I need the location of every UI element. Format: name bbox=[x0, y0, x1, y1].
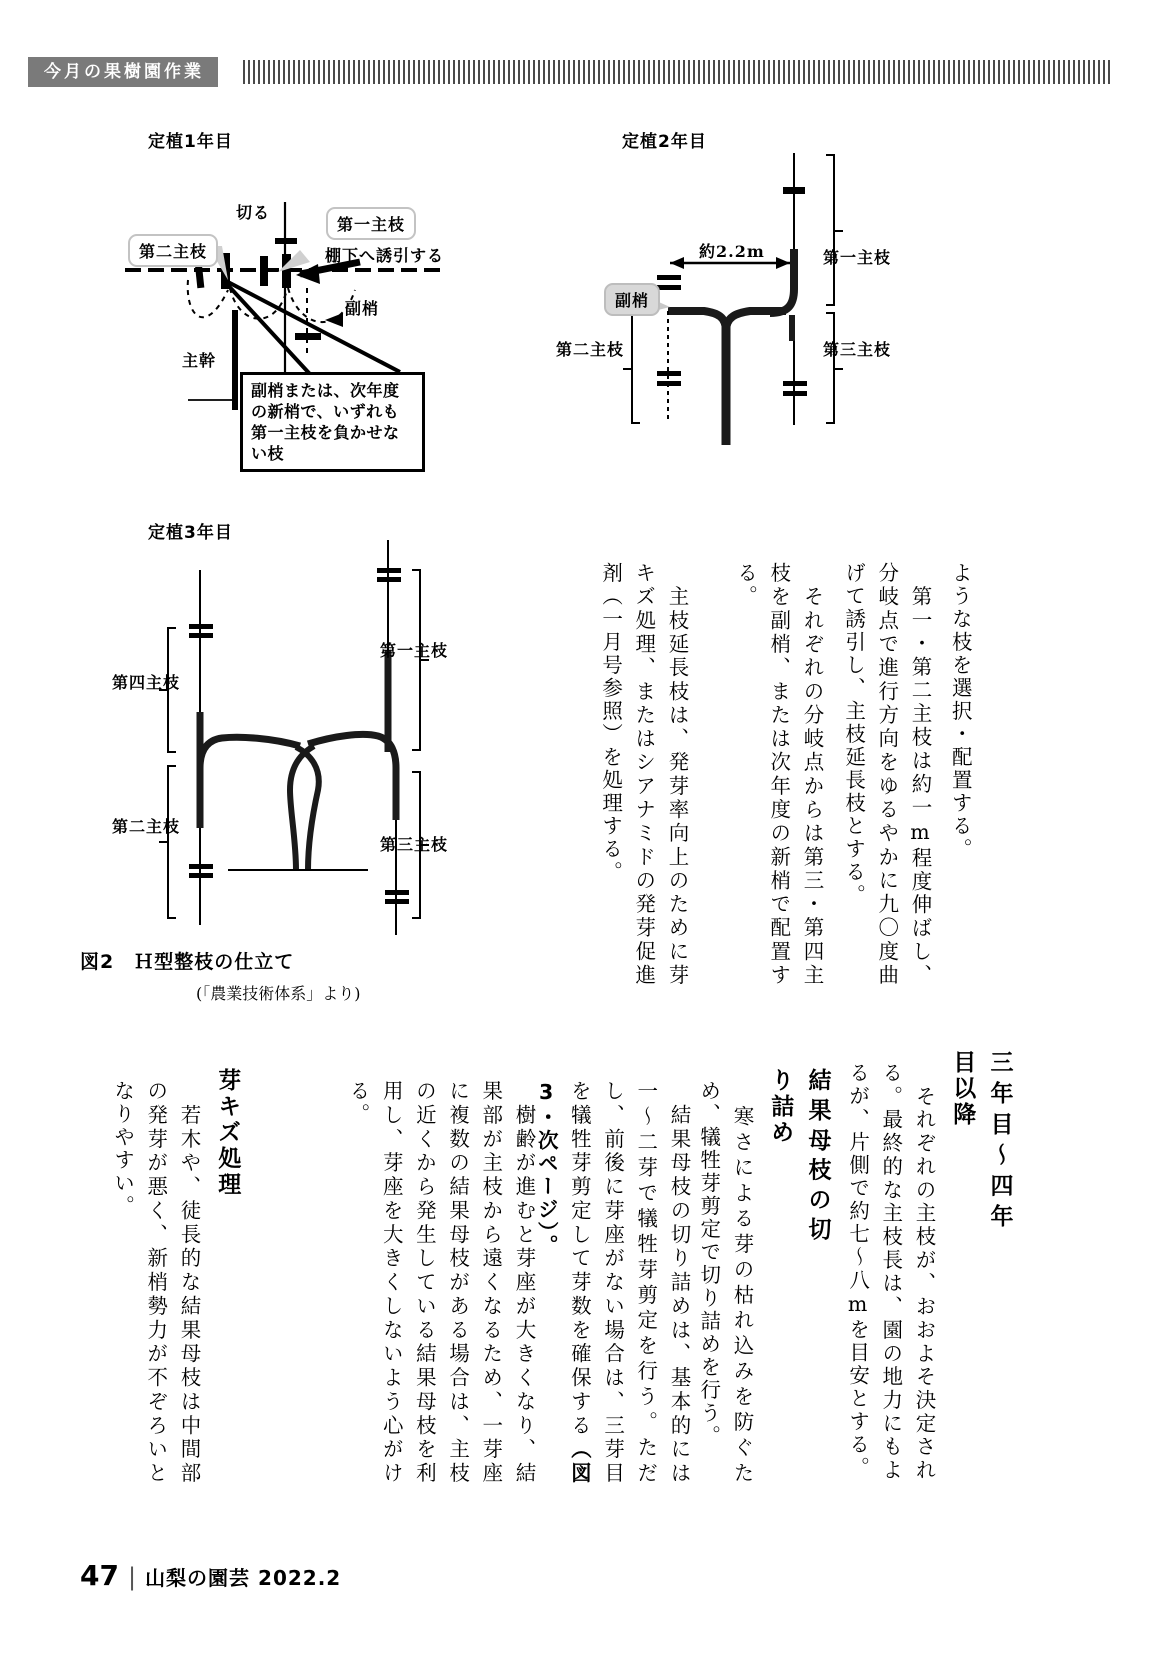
callout-sub-shoot-y2: 副梢 bbox=[604, 283, 660, 316]
page-number: 47 bbox=[80, 1559, 119, 1592]
callout-first-branch-y1: 第一主枝 bbox=[326, 207, 416, 240]
section-title-tab: 今月の果樹園作業 bbox=[28, 57, 218, 87]
label-distance-2-2m: 約2.2m bbox=[699, 242, 765, 261]
figure-year3-drawing bbox=[100, 540, 520, 960]
magazine-name: 山梨の園芸 2022.2 bbox=[145, 1566, 342, 1590]
note-box-year1: 副梢または、次年度の新梢で、いずれも第一主枝を負かせない枝 bbox=[240, 372, 425, 472]
figure-year3-title: 定植3年目 bbox=[148, 523, 233, 543]
label-sub-shoot-y1: 副梢 bbox=[345, 299, 380, 318]
figure-year2-title: 定植2年目 bbox=[622, 132, 707, 152]
body-column-7-reference: （図3・次ページ）。 bbox=[534, 1080, 592, 1485]
footer-separator: | bbox=[127, 1563, 137, 1591]
body-column-3: それぞれの分岐点からは第三・第四主枝を副梢、または次年度の新梢で配置する。 bbox=[733, 562, 824, 987]
page-footer bbox=[80, 1559, 341, 1592]
body-column-7 bbox=[534, 1080, 695, 1485]
body-column-5: それぞれの主枝が、おおよそ決定される。最終的な主枝長は、園の地力にもよるが、片側で約七〜八mを目安とする。 bbox=[845, 1062, 936, 1482]
heading-bud-notching: 芽キズ処理 bbox=[214, 1068, 241, 1198]
figure-year1-title: 定植1年目 bbox=[148, 132, 233, 152]
label-trellis-training: 棚下へ誘引する bbox=[325, 246, 445, 265]
body-column-9: 若木や、徒長的な結果母枝は中間部の発芽が悪く、新梢勢力が不ぞろいとなりやすい。 bbox=[110, 1080, 201, 1485]
figure2-caption: 図2 Ｈ型整枝の仕立て bbox=[80, 951, 295, 973]
label-first-branch-y2: 第一主枝 bbox=[823, 248, 892, 267]
header-stripe-decoration bbox=[243, 60, 1111, 84]
page-header bbox=[0, 57, 1166, 87]
body-column-8: 樹齢が進むと芽座が大きくなり、結果部が主枝から遠くなるため、一芽座に複数の結果母枝がある場合は、主枝の近くから発生している結果母枝を利用し、芽座を大きくしないよう心がける。 bbox=[345, 1080, 536, 1485]
label-fourth-branch-y3: 第四主枝 bbox=[112, 673, 181, 692]
label-first-branch-y3: 第一主枝 bbox=[380, 641, 449, 660]
callout-second-branch-y1: 第二主枝 bbox=[128, 234, 218, 267]
label-second-branch-y3: 第二主枝 bbox=[112, 817, 181, 836]
figure2-source: (「農業技術体系」より) bbox=[196, 984, 361, 1003]
label-trunk: 主幹 bbox=[182, 351, 217, 370]
heading-fruiting-mother-branch: 結果母枝の切り詰め bbox=[767, 1068, 831, 1243]
label-cut: 切る bbox=[236, 203, 271, 222]
body-column-1: ような枝を選択・配置する。 bbox=[948, 562, 973, 861]
label-third-branch-y2: 第三主枝 bbox=[823, 340, 892, 359]
label-second-branch-y2: 第二主枝 bbox=[556, 340, 625, 359]
body-column-2: 第一・第二主枝は約一m程度伸ばし、分岐点で進行方向をゆるやかに九〇度曲げて誘引し、主枝延長枝とする。 bbox=[841, 562, 932, 987]
body-column-7-text: 結果母枝の切り詰めは、基本的には一〜二芽で犠牲芽剪定を行う。ただし、前後に芽座がない場合は、三芽目を犠牲芽剪定して芽数を確保する bbox=[567, 1080, 691, 1485]
heading-year3-4-onward: 三年目〜四年目以降 bbox=[949, 1050, 1013, 1230]
label-third-branch-y3: 第三主枝 bbox=[380, 835, 449, 854]
body-column-4: 主枝延長枝は、発芽率向上のために芽キズ処理、またはシアナミドの発芽促進剤（一月号参照）を処理する。 bbox=[598, 562, 689, 987]
body-column-6: 寒さによる芽の枯れ込みを防ぐため、犠牲芽剪定で切り詰めを行う。 bbox=[696, 1080, 754, 1485]
